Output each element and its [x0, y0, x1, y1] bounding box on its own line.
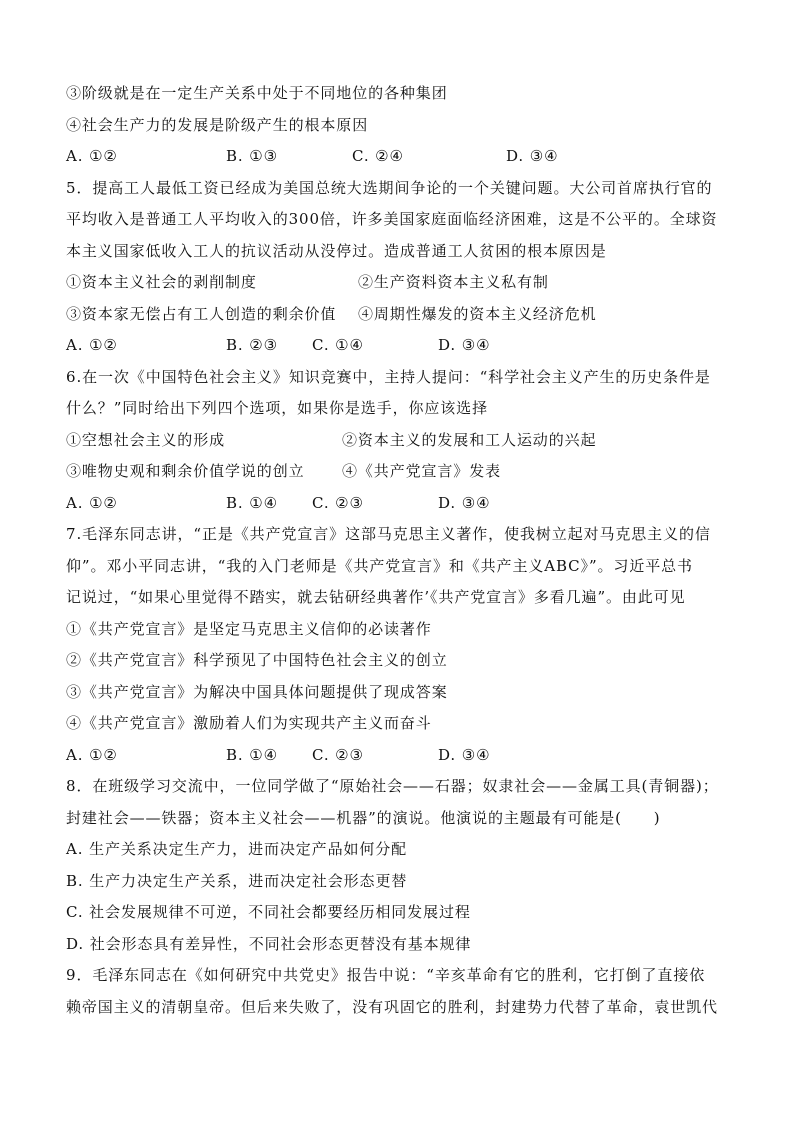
option-b: B. ①④ [226, 745, 278, 764]
statement: ③《共产党宣言》为解决中国具体问题提供了现成答案 [66, 682, 448, 701]
answer-options [66, 740, 736, 772]
option-a: A. ①② [66, 493, 118, 512]
answer-options [66, 330, 736, 362]
option-b: B. ②③ [226, 336, 278, 354]
exam-page [66, 78, 736, 1023]
question-stem: 本主义国家低收入工人的抗议活动从没停过。造成普通工人贫困的根本原因是 [66, 241, 607, 260]
question-stem: 什么？”同时给出下列四个选项，如果你是选手，你应该选择 [66, 399, 488, 417]
statement-row [66, 456, 736, 488]
statement: ④社会生产力的发展是阶级产生的根本原因 [66, 115, 369, 134]
option-c: C. ②④ [352, 147, 404, 165]
statement: ③资本家无偿占有工人创造的剩余价值 [66, 304, 337, 323]
option-b: B. 生产力决定生产关系，进而决定社会形态更替 [66, 871, 408, 890]
option-b: B. ①③ [226, 147, 278, 165]
question-stem: 5．提高工人最低工资已经成为美国总统大选期间争论的一个关键问题。大公司首席执行官的 [66, 178, 713, 197]
option-d: D. ③④ [438, 493, 491, 512]
option-a: A. ①② [66, 745, 118, 764]
option-d: D. ③④ [438, 336, 491, 354]
question-stem: 平均收入是普通工人平均收入的300倍，许多美国家庭面临经济困难，这是不公平的。全球资 [66, 210, 718, 228]
option-d: D. ③④ [506, 147, 559, 165]
statement: ③唯物史观和剩余价值学说的创立 [66, 462, 305, 480]
statement: ①《共产党宣言》是坚定马克思主义信仰的必读著作 [66, 619, 432, 638]
option-d: D. 社会形态具有差异性，不同社会形态更替没有基本规律 [66, 934, 472, 953]
statement: ②生产资料资本主义私有制 [358, 273, 549, 291]
question-stem: 仰”。邓小平同志讲，“我的入门老师是《共产党宣言》和《共产主义ABC》”。习近平总书 [66, 556, 693, 575]
option-a: A. ①② [66, 336, 118, 354]
question-stem: 赖帝国主义的清朝皇帝。但后来失败了，没有巩固它的胜利，封建势力代替了革命，袁世凯代 [66, 997, 718, 1016]
statement: ②《共产党宣言》科学预见了中国特色社会主义的创立 [66, 651, 448, 669]
option-b: B. ①④ [226, 493, 278, 512]
statement: ②资本主义的发展和工人运动的兴起 [342, 430, 597, 449]
statement: ③阶级就是在一定生产关系中处于不同地位的各种集团 [66, 84, 448, 102]
option-d: D. ③④ [438, 745, 491, 764]
option-c: C. 社会发展规律不可逆，不同社会都要经历相同发展过程 [66, 903, 471, 921]
question-stem: 7.毛泽东同志讲，“正是《共产党宣言》这部马克思主义著作，使我树立起对马克思主义的信 [66, 525, 711, 543]
statement: ④《共产党宣言》激励着人们为实现共产主义而奋斗 [66, 714, 432, 732]
statement-row [66, 267, 736, 299]
statement-row [66, 299, 736, 331]
statement: ④周期性爆发的资本主义经济危机 [358, 304, 597, 323]
option-a: A. 生产关系决定生产力，进而决定产品如何分配 [66, 840, 408, 858]
question-stem: 记说过，“如果心里觉得不踏实，就去钻研经典著作’《共产党宣言》多看几遍”。由此可见 [66, 588, 686, 606]
statement: ①空想社会主义的形成 [66, 430, 226, 449]
statement-row [66, 425, 736, 457]
answer-options [66, 141, 736, 173]
statement: ④《共产党宣言》发表 [342, 462, 502, 480]
statement: ①资本主义社会的剥削制度 [66, 273, 257, 291]
question-stem: 6.在一次《中国特色社会主义》知识竞赛中，主持人提问：“科学社会主义产生的历史条件是 [66, 367, 711, 386]
option-c: C. ①④ [312, 336, 364, 354]
option-a: A. ①② [66, 147, 118, 165]
answer-options [66, 488, 736, 520]
question-stem: 8．在班级学习交流中，一位同学做了“原始社会——石器；奴隶社会——金属工具(青铜器)； [66, 777, 719, 795]
question-stem: 9．毛泽东同志在《如何研究中共党史》报告中说：“辛亥革命有它的胜利，它打倒了直接依 [66, 966, 706, 984]
option-c: C. ②③ [312, 745, 364, 764]
option-c: C. ②③ [312, 493, 364, 512]
question-stem: 封建社会——铁器；资本主义社会——机器”的演说。他演说的主题最有可能是( ) [66, 808, 661, 827]
